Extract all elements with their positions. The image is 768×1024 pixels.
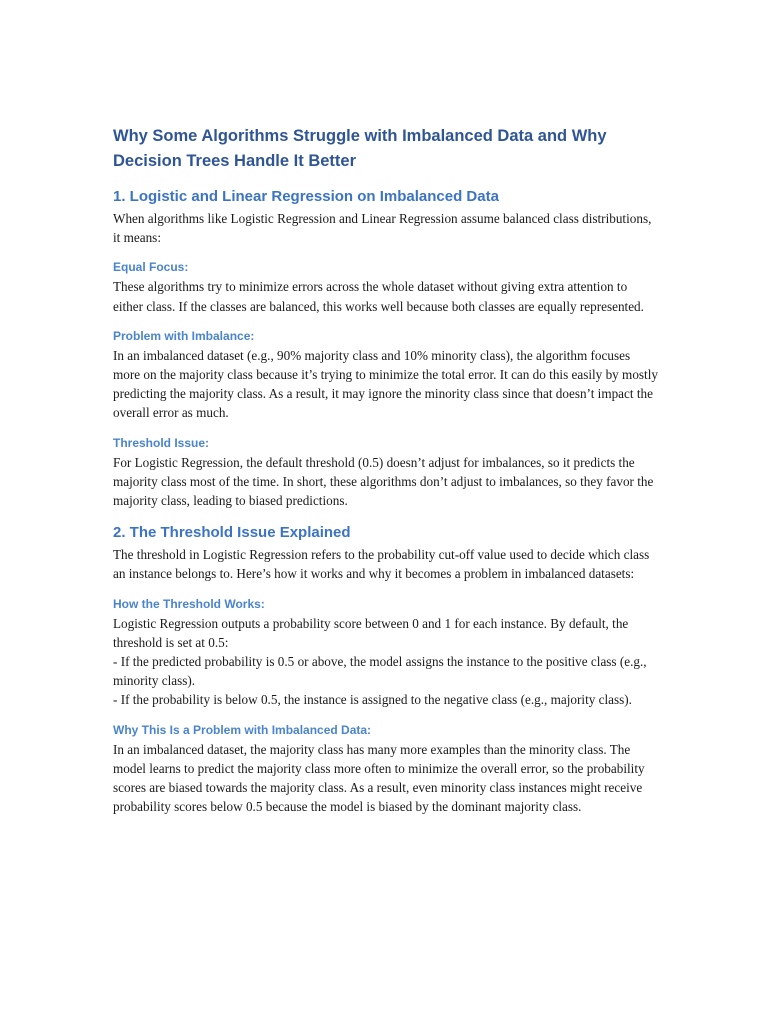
- document-page: [113, 124, 658, 828]
- subsection-text: In an imbalanced dataset, the majority class has many more examples than the minority class. The model learns to predict the majority class more often to minimize the overall error, so the probability scores are biased towards the majority class. As a result, even minority class instances might receive probability scores below 0.5 because the model is biased by the dominant majority class.: [113, 741, 645, 815]
- subsection-heading: How the Threshold Works:: [113, 596, 265, 611]
- subsection-heading: Problem with Imbalance:: [113, 328, 255, 343]
- section-regression-imbalanced: [113, 186, 658, 510]
- subsection-heading: Why This Is a Problem with Imbalanced Data:: [113, 722, 372, 737]
- subsection-heading: Equal Focus:: [113, 260, 189, 275]
- subsection-text: For Logistic Regression, the default threshold (0.5) doesn’t adjust for imbalances, so it predicts the majority class most of the time. In short, these algorithms don’t adjust to imbalances, so they favor the majority class, leading to biased predictions.: [113, 454, 654, 509]
- subsection-text: These algorithms try to minimize errors across the whole dataset without giving extra attention to either class. If the classes are balanced, this works well because both classes are equally represented.: [113, 279, 644, 314]
- section-intro: The threshold in Logistic Regression refers to the probability cut-off value used to decide which class an instance belongs to. Here’s how it works and why it becomes a problem in imbalanced datasets:: [113, 547, 650, 582]
- subsection-text: In an imbalanced dataset (e.g., 90% majority class and 10% minority class), the algorithm focuses more on the majority class because it’s trying to minimize the total error. It can do this easily by mostly predicting the majority class. As a result, it may ignore the minority class since that doesn’t impact the overall error as much.: [113, 347, 658, 421]
- section-intro: When algorithms like Logistic Regression and Linear Regression assume balanced class distributions, it means:: [113, 211, 652, 246]
- section-threshold-issue: [113, 522, 658, 816]
- subsection-heading: Threshold Issue:: [113, 435, 210, 450]
- document-title: Why Some Algorithms Struggle with Imbalanced Data and Why Decision Trees Handle It Better: [113, 127, 607, 170]
- section-heading: 2. The Threshold Issue Explained: [113, 524, 351, 542]
- subsection-text: Logistic Regression outputs a probability score between 0 and 1 for each instance. By default, the threshold is set at 0.5: - If the predicted probability is 0.5 or above, the model assigns the instance to the positive class (e.g., minority class). - If the probability is below 0.5, the instance is assigned to the negative class (e.g., majority class).: [113, 615, 647, 708]
- section-heading: 1. Logistic and Linear Regression on Imbalanced Data: [113, 188, 499, 205]
